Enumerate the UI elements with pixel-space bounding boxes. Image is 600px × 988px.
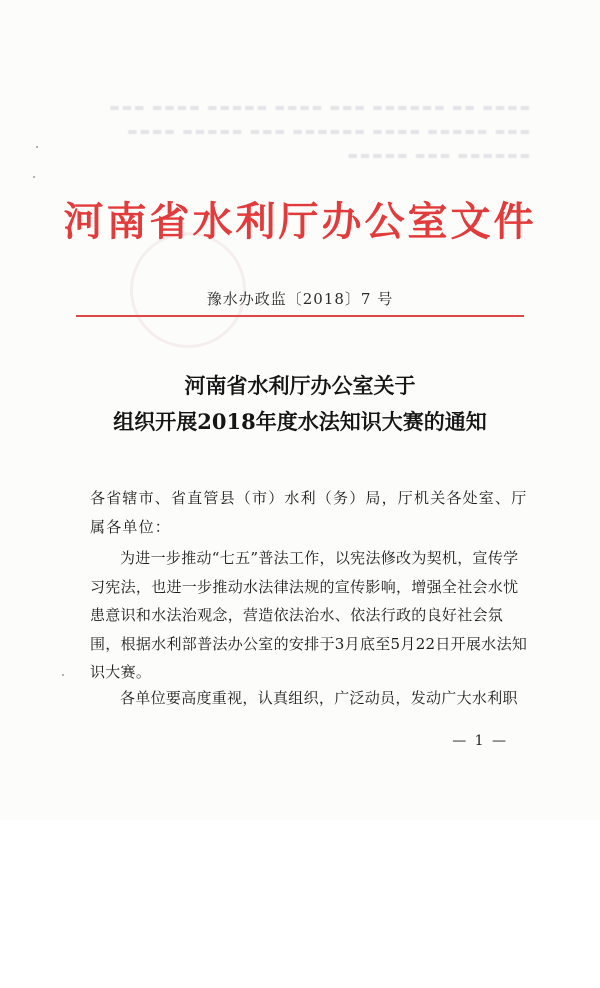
document-header-title: 河南省水利厅办公室文件 bbox=[63, 198, 537, 245]
notice-title-line-1: 河南省水利厅办公室关于 bbox=[184, 373, 416, 398]
scan-speck bbox=[33, 176, 35, 178]
page-number: — 1 — bbox=[452, 733, 508, 749]
body-paragraph-1: 为进一步推动“七五”普法工作，以宪法修改为契机，宣传学习宪法，也进一步推动水法律法规的宣传影响，增强全社会水忧患意识和水法治观念，营造依法治水、依法行政的良好社会氛围，根据水利部普法办公室的安排于3月底至5月22日开展水法知识大赛。 bbox=[90, 549, 528, 681]
document-number: 豫水办政监〔2018〕7 号 bbox=[206, 290, 394, 308]
bleed-through-text: ▬▬▬▬ ▬▬ ▬▬▬▬▬▬ ▬▬▬ ▬▬▬▬ ▬▬▬▬▬ ▬▬▬▬ ▬▬▬ ▬▬▬ ▬▬▬▬▬ ▬▬▬▬ ▬▬▬▬▬▬ ▬▬▬ ▬▬▬▬▬ ▬▬▬▬ ▬▬▬▬▬▬ ▬▬▬ ▬▬▬▬▬ bbox=[107, 101, 530, 162]
body-paragraph-2: 各单位要高度重视，认真组织，广泛动员，发动广大水利职 bbox=[120, 689, 518, 707]
scan-speck bbox=[62, 674, 64, 676]
recipients: 各省辖市、省直管县（市）水利（务）局，厅机关各处室、厅属各单位： bbox=[90, 489, 528, 536]
notice-title bbox=[0, 368, 600, 440]
scan-speck bbox=[36, 146, 38, 148]
red-divider-line bbox=[76, 315, 524, 317]
notice-title-line-2: 组织开展2018年度水法知识大赛的通知 bbox=[113, 409, 487, 434]
